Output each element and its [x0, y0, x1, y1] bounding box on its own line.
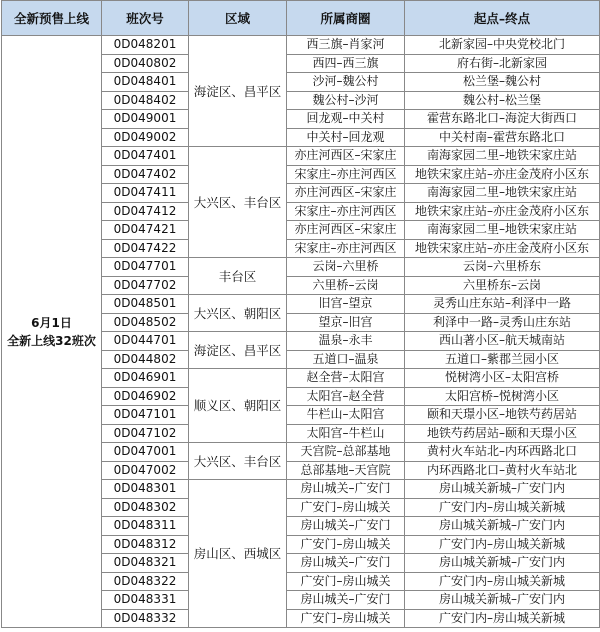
start-end: 灵秀山庄东站–利泽中一路: [405, 295, 600, 314]
route-id: 0D047001: [102, 443, 189, 462]
route-id: 0D048201: [102, 36, 189, 55]
business-area: 沙河–魏公村: [287, 73, 405, 92]
region-cell: 海淀区、昌平区: [189, 36, 287, 147]
start-end: 悦树湾小区–太阳宫桥: [405, 369, 600, 388]
business-area: 宋家庄–亦庄河西区: [287, 165, 405, 184]
route-id: 0D048311: [102, 517, 189, 536]
route-id: 0D047411: [102, 184, 189, 203]
start-end: 地铁芍药居站–颐和天璟小区: [405, 424, 600, 443]
route-id: 0D049002: [102, 128, 189, 147]
start-end: 地铁宋家庄站–亦庄金茂府小区东: [405, 165, 600, 184]
business-area: 房山城关–广安门: [287, 591, 405, 610]
start-end: 地铁宋家庄站–亦庄金茂府小区东: [405, 239, 600, 258]
route-id: 0D048401: [102, 73, 189, 92]
launch-summary: 全新上线32班次: [7, 333, 96, 348]
business-area: 天宫院–总部基地: [287, 443, 405, 462]
route-id: 0D048302: [102, 498, 189, 517]
start-end: 松兰堡–魏公村: [405, 73, 600, 92]
business-area: 赵全营–太阳宫: [287, 369, 405, 388]
route-id: 0D048501: [102, 295, 189, 314]
start-end: 房山城关新城–广安门内: [405, 554, 600, 573]
start-end: 中关村南–霍营东路北口: [405, 128, 600, 147]
start-end: 南海家园二里–地铁宋家庄站: [405, 147, 600, 166]
start-end: 地铁宋家庄站–亦庄金茂府小区东: [405, 202, 600, 221]
header-route-id: 班次号: [102, 1, 189, 36]
region-cell: 大兴区、丰台区: [189, 147, 287, 258]
business-area: 云岗–六里桥: [287, 258, 405, 277]
route-id: 0D048332: [102, 609, 189, 628]
start-end: 云岗–六里桥东: [405, 258, 600, 277]
business-area: 旧宫–望京: [287, 295, 405, 314]
business-area: 宋家庄–亦庄河西区: [287, 202, 405, 221]
launch-date: 6月1日: [31, 315, 72, 330]
business-area: 亦庄河西区–宋家庄: [287, 184, 405, 203]
table-row: [2, 36, 600, 55]
route-id: 0D046902: [102, 387, 189, 406]
business-area: 亦庄河西区–宋家庄: [287, 221, 405, 240]
start-end: 房山城关新城–广安门内: [405, 591, 600, 610]
business-area: 五道口–温泉: [287, 350, 405, 369]
business-area: 中关村–回龙观: [287, 128, 405, 147]
business-area: 太阳宫–牛栏山: [287, 424, 405, 443]
start-end: 南海家园二里–地铁宋家庄站: [405, 184, 600, 203]
start-end: 广安门内–房山城关新城: [405, 572, 600, 591]
start-end: 颐和天璟小区–地铁芍药居站: [405, 406, 600, 425]
route-id: 0D048322: [102, 572, 189, 591]
start-end: 内环西路北口–黄村火车站北: [405, 461, 600, 480]
route-id: 0D047701: [102, 258, 189, 277]
start-end: 霍营东路北口–海淀大街西口: [405, 110, 600, 129]
route-id: 0D040802: [102, 54, 189, 73]
business-area: 广安门–房山城关: [287, 535, 405, 554]
region-cell: 大兴区、朝阳区: [189, 295, 287, 332]
business-area: 房山城关–广安门: [287, 517, 405, 536]
start-end: 广安门内–房山城关新城: [405, 535, 600, 554]
business-area: 魏公村–沙河: [287, 91, 405, 110]
route-id: 0D046901: [102, 369, 189, 388]
start-end: 五道口–紫郡兰园小区: [405, 350, 600, 369]
business-area: 房山城关–广安门: [287, 554, 405, 573]
route-id: 0D048301: [102, 480, 189, 499]
business-area: 望京–旧宫: [287, 313, 405, 332]
business-area: 回龙观–中关村: [287, 110, 405, 129]
start-end: 太阳宫桥–悦树湾小区: [405, 387, 600, 406]
business-area: 广安门–房山城关: [287, 572, 405, 591]
route-id: 0D048312: [102, 535, 189, 554]
start-end: 六里桥东–云岗: [405, 276, 600, 295]
start-end: 府右街–北新家园: [405, 54, 600, 73]
start-end: 黄村火车站北–内环西路北口: [405, 443, 600, 462]
business-area: 六里桥–云岗: [287, 276, 405, 295]
region-cell: 大兴区、丰台区: [189, 443, 287, 480]
header-launch: 全新预售上线: [2, 1, 102, 36]
header-start-end: 起点–终点: [405, 1, 600, 36]
business-area: 西四–西三旗: [287, 54, 405, 73]
route-id: 0D047421: [102, 221, 189, 240]
region-cell: 丰台区: [189, 258, 287, 295]
route-id: 0D044802: [102, 350, 189, 369]
route-id: 0D048331: [102, 591, 189, 610]
business-area: 牛栏山–太阳宫: [287, 406, 405, 425]
start-end: 北新家园–中央党校北门: [405, 36, 600, 55]
region-cell: 房山区、西城区: [189, 480, 287, 628]
route-id: 0D048402: [102, 91, 189, 110]
business-area: 宋家庄–亦庄河西区: [287, 239, 405, 258]
region-cell: 海淀区、昌平区: [189, 332, 287, 369]
business-area: 亦庄河西区–宋家庄: [287, 147, 405, 166]
route-id: 0D047422: [102, 239, 189, 258]
route-id: 0D048502: [102, 313, 189, 332]
business-area: 太阳宫–赵全营: [287, 387, 405, 406]
route-id: 0D048321: [102, 554, 189, 573]
business-area: 广安门–房山城关: [287, 609, 405, 628]
start-end: 广安门内–房山城关新城: [405, 498, 600, 517]
start-end: 西山著小区–航天城南站: [405, 332, 600, 351]
business-area: 广安门–房山城关: [287, 498, 405, 517]
start-end: 房山城关新城–广安门内: [405, 480, 600, 499]
route-id: 0D047402: [102, 165, 189, 184]
header-row: [2, 1, 600, 36]
route-id: 0D047102: [102, 424, 189, 443]
start-end: 房山城关新城–广安门内: [405, 517, 600, 536]
business-area: 房山城关–广安门: [287, 480, 405, 499]
business-area: 西三旗–肖家河: [287, 36, 405, 55]
business-area: 温泉–永丰: [287, 332, 405, 351]
route-id: 0D047412: [102, 202, 189, 221]
header-business-area: 所属商圈: [287, 1, 405, 36]
start-end: 魏公村–松兰堡: [405, 91, 600, 110]
route-id: 0D047702: [102, 276, 189, 295]
start-end: 利泽中一路–灵秀山庄东站: [405, 313, 600, 332]
route-id: 0D047002: [102, 461, 189, 480]
route-id: 0D049001: [102, 110, 189, 129]
route-id: 0D047401: [102, 147, 189, 166]
region-cell: 顺义区、朝阳区: [189, 369, 287, 443]
start-end: 南海家园二里–地铁宋家庄站: [405, 221, 600, 240]
business-area: 总部基地–天宫院: [287, 461, 405, 480]
schedule-table: [1, 0, 600, 628]
header-region: 区域: [189, 1, 287, 36]
route-id: 0D047101: [102, 406, 189, 425]
launch-cell: [2, 36, 102, 628]
start-end: 广安门内–房山城关新城: [405, 609, 600, 628]
route-id: 0D044701: [102, 332, 189, 351]
